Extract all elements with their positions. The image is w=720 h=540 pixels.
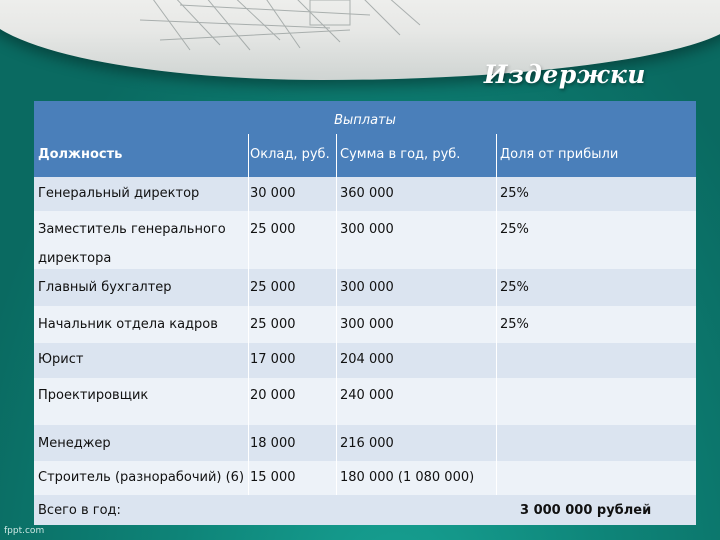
cell-share: 25% <box>500 222 529 237</box>
cell-position: Проектировщик <box>38 388 149 403</box>
table-row <box>34 461 696 495</box>
table-row <box>34 177 696 211</box>
cell-annual: 300 000 <box>340 280 394 295</box>
total-label: Всего в год: <box>38 503 121 518</box>
cell-salary: 15 000 <box>250 470 296 485</box>
column-divider <box>248 134 249 495</box>
table-row <box>34 211 696 269</box>
cell-position: Главный бухгалтер <box>38 280 172 295</box>
cell-annual: 240 000 <box>340 388 394 403</box>
table-caption: Выплаты <box>34 101 696 134</box>
cell-salary: 18 000 <box>250 436 296 451</box>
table-row <box>34 425 696 461</box>
cell-salary: 25 000 <box>250 317 296 332</box>
header-position: Должность <box>38 147 123 162</box>
cell-position: Менеджер <box>38 436 111 451</box>
cell-position: Генеральный директор <box>38 186 200 201</box>
cell-annual: 300 000 <box>340 317 394 332</box>
cell-share: 25% <box>500 186 529 201</box>
column-divider <box>496 134 497 495</box>
cell-share: 25% <box>500 317 529 332</box>
cell-salary: 20 000 <box>250 388 296 403</box>
table-row <box>34 269 696 306</box>
cell-position: Начальник отдела кадров <box>38 317 218 332</box>
column-divider <box>336 134 337 495</box>
cell-salary: 25 000 <box>250 280 296 295</box>
blueprint-lines-icon <box>130 0 430 60</box>
table-header-row <box>34 134 696 177</box>
slide-title: Издержки <box>483 60 646 89</box>
cell-salary: 30 000 <box>250 186 296 201</box>
watermark: fppt.com <box>4 526 45 536</box>
cell-annual: 180 000 (1 080 000) <box>340 470 475 485</box>
cell-annual: 360 000 <box>340 186 394 201</box>
cell-position: Юрист <box>38 352 84 367</box>
cell-salary: 25 000 <box>250 222 296 237</box>
cell-annual: 204 000 <box>340 352 394 367</box>
table-row <box>34 306 696 343</box>
table-total-row <box>34 495 696 525</box>
cell-salary: 17 000 <box>250 352 296 367</box>
total-value: 3 000 000 рублей <box>520 503 652 518</box>
cell-position: Заместитель генерального <box>38 222 226 237</box>
salary-table <box>34 101 696 525</box>
cell-share: 25% <box>500 280 529 295</box>
header-annual: Сумма в год, руб. <box>340 147 461 162</box>
cell-position-continued: директора <box>38 251 112 266</box>
cell-annual: 216 000 <box>340 436 394 451</box>
header-share: Доля от прибыли <box>500 147 619 162</box>
table-row <box>34 343 696 378</box>
cell-annual: 300 000 <box>340 222 394 237</box>
header-salary: Оклад, руб. <box>250 147 330 162</box>
cell-position: Строитель (разнорабочий) (6) <box>38 470 245 485</box>
table-row <box>34 378 696 425</box>
